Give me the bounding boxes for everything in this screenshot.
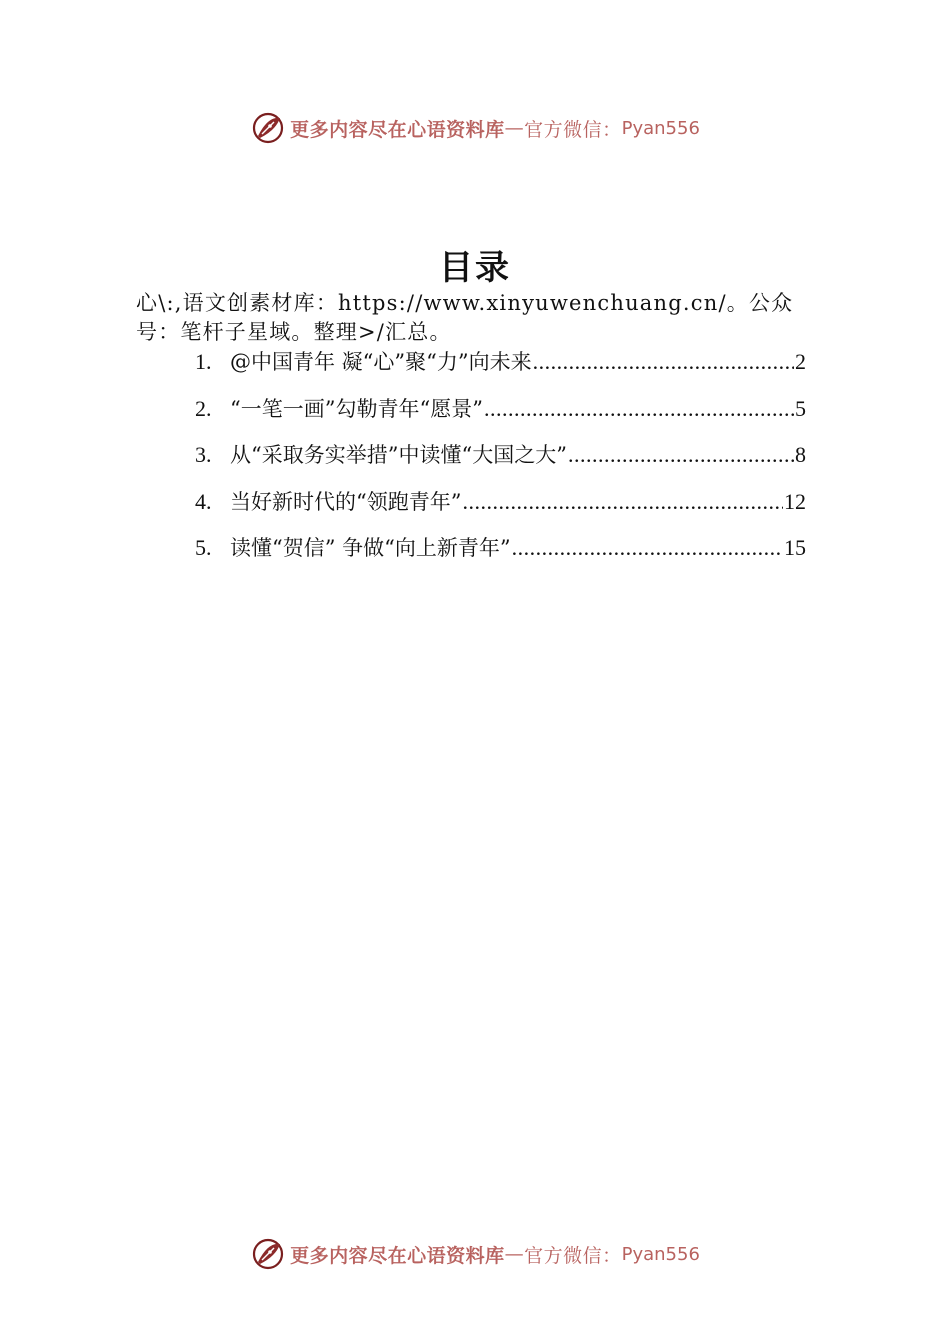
toc-entry-title[interactable]: 从“采取务实举措”中读懂“大国之大” (230, 443, 567, 467)
toc-entry-page[interactable]: 8 (795, 442, 806, 467)
toc-entry-page[interactable]: 12 (784, 488, 806, 514)
toc-entry[interactable] (195, 486, 806, 533)
toc-leader-dots (484, 396, 794, 422)
header-dash: — (504, 117, 525, 139)
toc-entry-number: 5. (195, 535, 212, 560)
toc-leader-dots (533, 349, 794, 375)
footer-banner (0, 1232, 950, 1276)
toc-entry-number: 2. (195, 395, 212, 421)
toc-entry[interactable] (195, 393, 806, 440)
toc-leader-dots (512, 535, 783, 561)
header-wechat-label: 官方微信： (524, 118, 622, 141)
table-of-contents (195, 346, 806, 579)
toc-leader-dots (462, 489, 783, 515)
toc-entry[interactable] (195, 532, 806, 579)
header-wechat-id: Pyan556 (621, 117, 700, 139)
pen-nib-logo-icon (250, 110, 286, 146)
toc-entry-page[interactable]: 2 (795, 349, 806, 374)
toc-entry-page[interactable]: 5 (795, 395, 806, 421)
page-title: 目录 (439, 248, 511, 288)
footer-dash: — (504, 1243, 525, 1265)
toc-entry-title[interactable]: @中国青年 凝“心”聚“力”向未来 (230, 350, 532, 374)
toc-entry-page[interactable]: 15 (784, 535, 806, 560)
toc-entry[interactable] (195, 439, 806, 486)
source-note: 心\:,语文创素材库：https://www.xinyuwenchuang.cn/。公众号：笔杆子星域。整理>/汇总。 (136, 291, 794, 344)
toc-leader-dots (568, 442, 794, 468)
toc-entry-number: 1. (195, 349, 212, 374)
footer-main-text: 更多内容尽在心语资料库 (290, 1244, 505, 1267)
header-banner (0, 106, 950, 150)
footer-wechat-id: Pyan556 (621, 1243, 700, 1265)
footer-wechat-label: 官方微信： (524, 1244, 622, 1267)
toc-entry-number: 4. (195, 488, 212, 514)
toc-entry-title[interactable]: “一笔一画”勾勒青年“愿景” (230, 396, 483, 421)
pen-nib-logo-icon (250, 1236, 286, 1272)
toc-entry-title[interactable]: 当好新时代的“领跑青年” (230, 489, 462, 514)
toc-entry-number: 3. (195, 442, 212, 467)
header-main-text: 更多内容尽在心语资料库 (290, 118, 505, 141)
toc-entry-title[interactable]: 读懂“贺信” 争做“向上新青年” (230, 536, 511, 560)
toc-entry[interactable] (195, 346, 806, 393)
